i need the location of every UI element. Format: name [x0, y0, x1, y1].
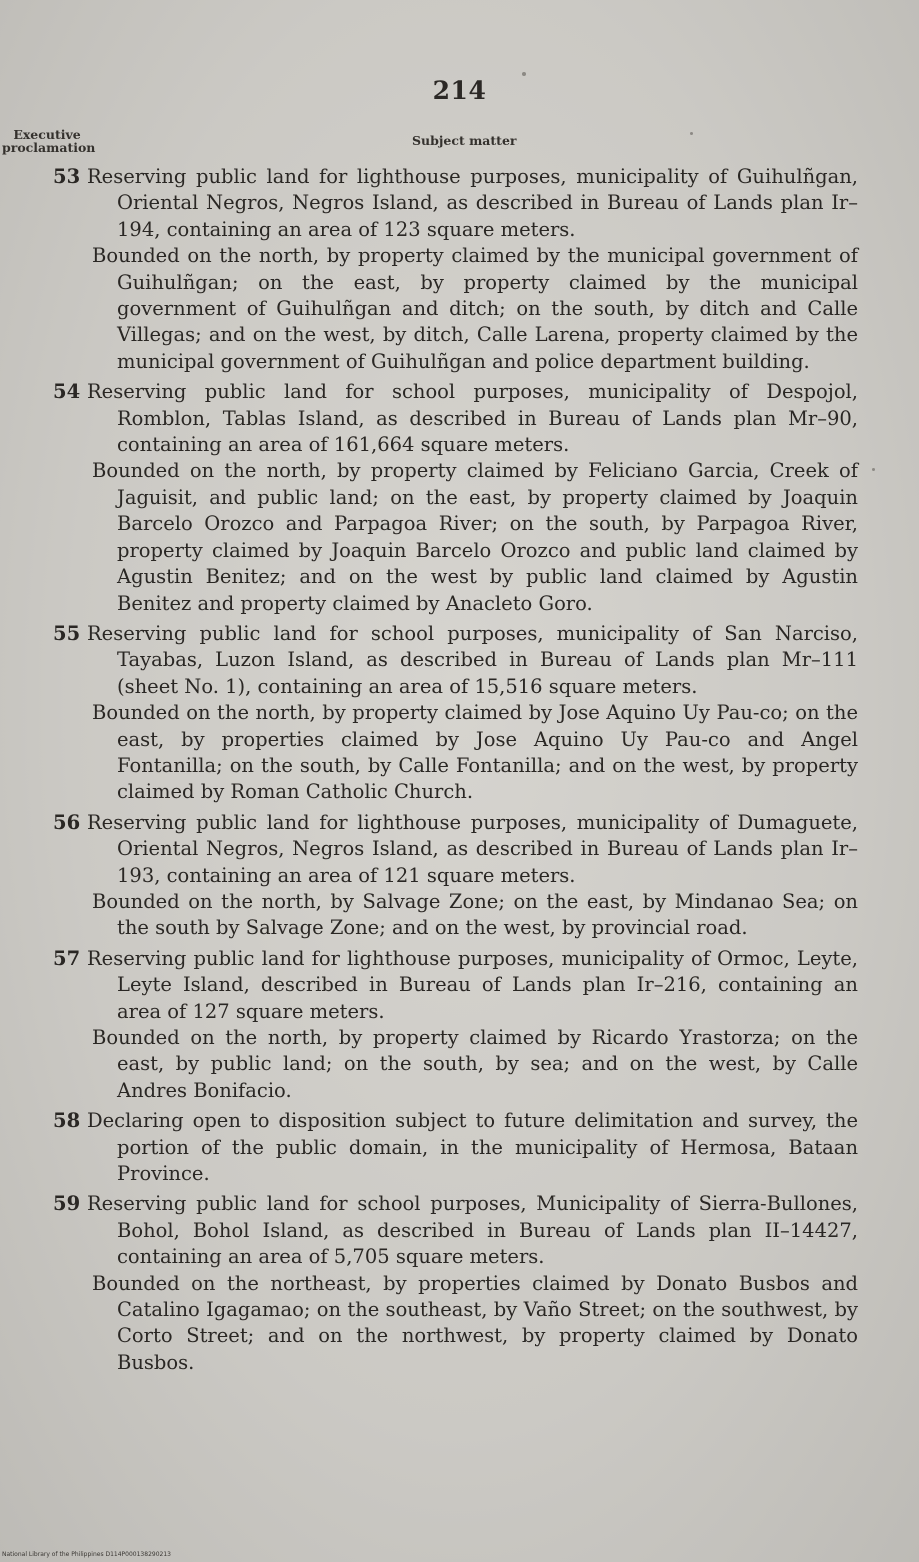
proclamation-boundaries: Bounded on the north, by property claimed by Jose Aquino Uy Pau-co; on the east, by properties claimed by Jose Aquino Uy Pau-co and Angel Fontanilla; on the south, by Calle Fontanilla; and on the west, by property claimed by Roman Catholic Church.: [92, 701, 858, 804]
library-footer: National Library of the Philippines D114P000138290213: [2, 1551, 171, 1558]
proclamation-number: 56: [53, 810, 81, 834]
proclamation-entry: [50, 1191, 858, 1376]
proclamation-entry: [50, 1108, 858, 1187]
proclamation-subject: Reserving public land for lighthouse purposes, municipality of Guihulñgan, Oriental Negros, Negros Island, as described in Bureau of Lands plan Ir–194, containing an area of 123 square meters.: [87, 165, 858, 241]
proclamation-subject: Reserving public land for lighthouse purposes, municipality of Ormoc, Leyte, Leyte Island, described in Bureau of Lands plan Ir–216, containing an area of 127 square meters.: [87, 946, 858, 1023]
proclamation-number: 53: [53, 165, 81, 188]
proclamation-boundaries: Bounded on the north, by Salvage Zone; on the east, by Mindanao Sea; on the south by Salvage Zone; and on the west, by provincial road.: [92, 889, 858, 940]
scan-speck: [872, 468, 875, 471]
proclamation-boundaries: Bounded on the north, by property claimed by the municipal government of Guihulñgan; on the east, by property claimed by the municipal government of Guihulñgan and ditch; on the south, by ditch and Calle Villegas; and on the west, by ditch, Calle Larena, property claimed by the municipal government of Guihulñgan and police department building.: [92, 244, 858, 373]
proclamation-entry: [50, 164, 858, 375]
proclamation-number: 57: [53, 946, 81, 970]
proclamation-subject: Reserving public land for school purposes, Municipality of Sierra-Bullones, Bohol, Bohol Island, as described in Bureau of Lands plan II–14427, containing an area of 5,705 square meters.: [87, 1192, 858, 1269]
proclamation-number: 58: [53, 1109, 81, 1133]
column-label-subject-matter: Subject matter: [412, 133, 517, 148]
proclamation-boundaries: Bounded on the north, by property claimed by Feliciano Garcia, Creek of Jaguisit, and public land; on the east, by property claimed by Joaquin Barcelo Orozco and Parpagoa River; on the south, by Parpagoa River, property claimed by Joaquin Barcelo Orozco and public land claimed by Agustin Benitez; and on the west by public land claimed by Agustin Benitez and property claimed by Anacleto Goro.: [92, 459, 858, 615]
proclamation-entry: [50, 946, 858, 1104]
column-label-executive-proclamation: Executive proclamation: [2, 127, 96, 155]
scan-speck: [690, 132, 693, 135]
proclamation-number: 59: [53, 1192, 81, 1216]
proclamation-boundaries: Bounded on the north, by property claimed by Ricardo Yrastorza; on the east, by public land; on the south, by sea; and on the west, by Calle Andres Bonifacio.: [92, 1026, 858, 1102]
proclamation-subject: Reserving public land for school purposes, municipality of Despojol, Romblon, Tablas Island, as described in Bureau of Lands plan Mr–90, containing an area of 161,664 square meters.: [87, 380, 858, 457]
proclamation-entry: [50, 621, 858, 806]
proclamation-subject: Reserving public land for lighthouse purposes, municipality of Dumaguete, Oriental Negros, Negros Island, as described in Bureau of Lands plan Ir–193, containing an area of 121 square meters.: [87, 810, 858, 887]
proclamation-entry: [50, 379, 858, 617]
proclamation-entry: [50, 810, 858, 942]
proclamation-list: [50, 164, 858, 1380]
page-number: 214: [432, 76, 487, 105]
proclamation-subject: Reserving public land for school purposes, municipality of San Narciso, Tayabas, Luzon Island, as described in Bureau of Lands plan Mr–111 (sheet No. 1), containing an area of 15,516 square meters.: [87, 621, 858, 698]
proclamation-boundaries: Bounded on the northeast, by properties claimed by Donato Busbos and Catalino Igagamao; on the southeast, by Vaño Street; on the southwest, by Corto Street; and on the northwest, by property claimed by Donato Busbos.: [92, 1271, 858, 1374]
proclamation-subject: Declaring open to disposition subject to future delimitation and survey, the portion of the public domain, in the municipality of Hermosa, Bataan Province.: [87, 1109, 858, 1186]
proclamation-number: 55: [53, 621, 81, 645]
proclamation-number: 54: [53, 380, 81, 404]
